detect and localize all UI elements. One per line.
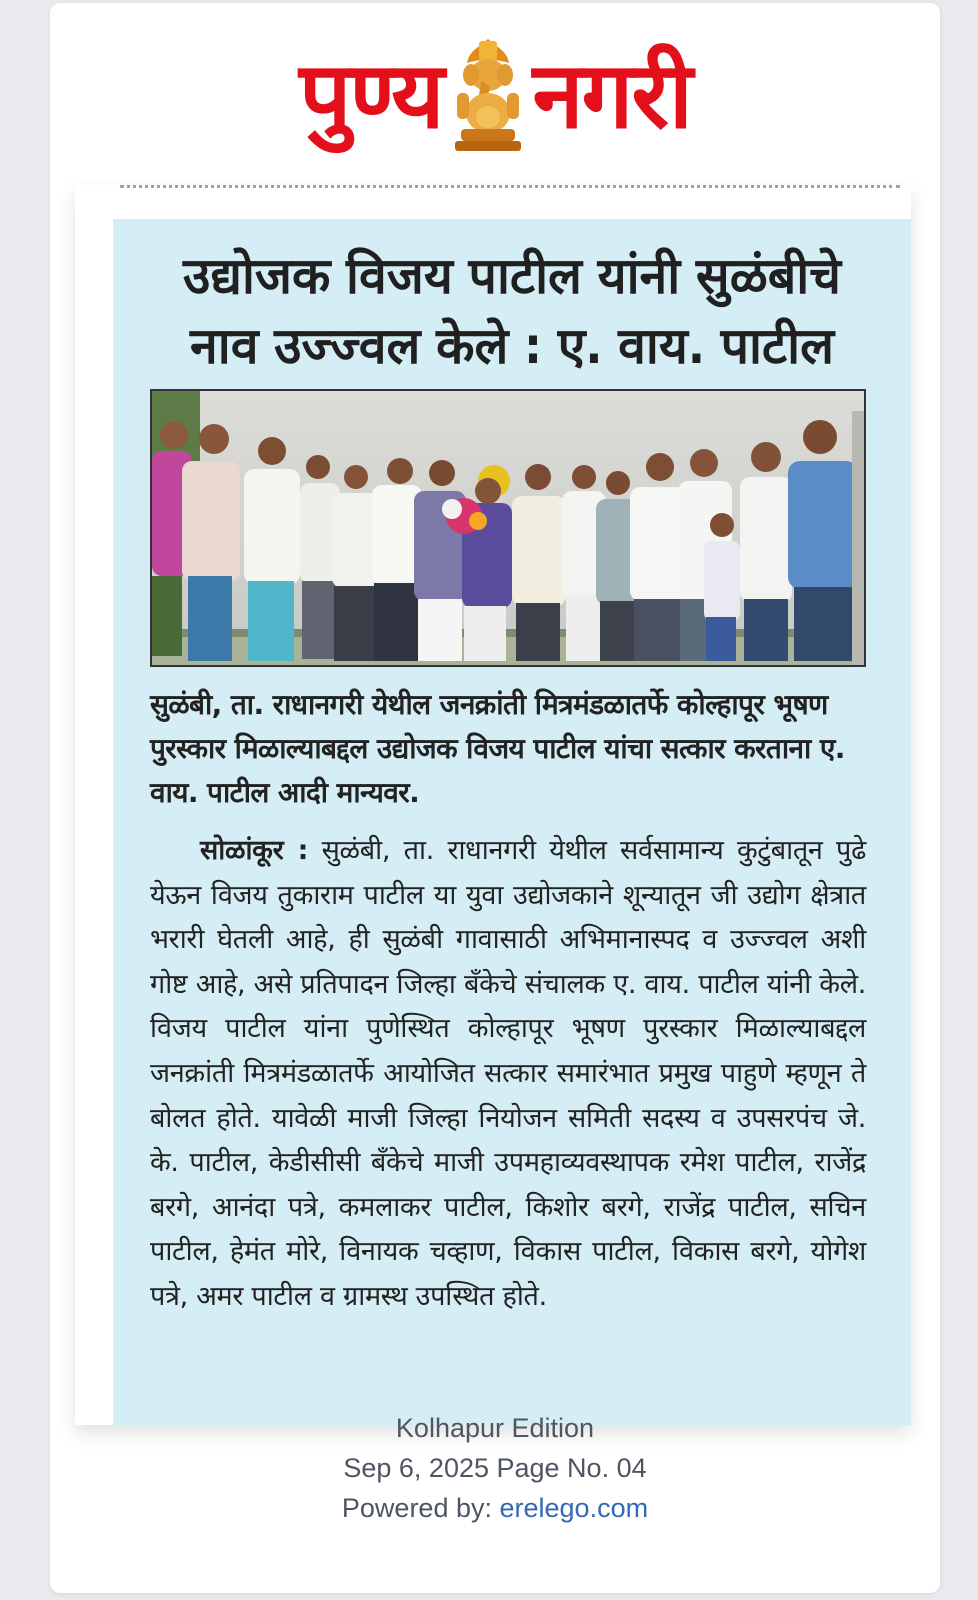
article-body-text: सुळंबी, ता. राधानगरी येथील सर्वसामान्य कुटुंबातून पुढे येऊन विजय तुकाराम पाटील या युवा उद्योजकाने शून्यातून जी उद्योग क्षेत्रात भरारी घेतली आहे, ही सुळंबी गावासाठी अभिमानास्पद व उज्ज्वल अशी गोष्ट आहे, असे प्रतिपादन जिल्हा बँकेचे संचालक ए. वाय. पाटील यांनी केले. विजय पाटील यांना पुणेस्थित कोल्हापूर भूषण पुरस्कार मिळाल्याबद्दल जनक्रांती मित्रमंडळातर्फे आयोजित सत्कार समारंभात प्रमुख पाहुणे म्हणून ते बोलत होते. यावेळी माजी जिल्हा नियोजन समिती सदस्य व उपसरपंच जे. के. पाटील, केडीसीसी बँकेचे माजी उपमहाव्यवस्थापक रमेश पाटील, राजेंद्र बरगे, आनंदा पत्रे, कमलाकर पाटील, किशोर बरगे, राजेंद्र पाटील, सचिन पाटील, हेमंत मोरे, विनायक चव्हाण, विकास पाटील, विकास बरगे, योगेश पत्रे, अमर पाटील व ग्रामस्थ उपस्थित होते. (150, 835, 866, 1312)
article-body (150, 829, 866, 1320)
powered-by-link[interactable]: erelego.com (499, 1493, 649, 1523)
edition-footer (50, 1408, 940, 1528)
article-photo (150, 389, 866, 667)
headline-line-1: उद्योजक विजय पाटील यांनी सुळंबीचे (183, 247, 841, 305)
article-headline (113, 241, 911, 381)
epaper-card (50, 3, 940, 1593)
masthead-word-right: नगरी (532, 42, 691, 149)
powered-by-label: Powered by: (341, 1493, 500, 1523)
powered-by (50, 1488, 940, 1528)
edition-name: Kolhapur Edition (395, 1413, 595, 1443)
ganesha-logo-icon (449, 37, 527, 155)
clipping-cut-edge (120, 185, 900, 200)
edition-date-page: Sep 6, 2025 Page No. 04 (343, 1453, 647, 1483)
masthead-word-left: पुण्य (299, 42, 443, 149)
article-box (113, 219, 911, 1425)
newspaper-clipping[interactable] (75, 185, 911, 1425)
group-photo-image (152, 391, 864, 665)
newspaper-masthead[interactable] (50, 21, 940, 171)
article-dateline: सोळांकूर : (200, 835, 309, 866)
headline-line-2: नाव उज्ज्वल केले : ए. वाय. पाटील (190, 317, 834, 375)
photo-caption: सुळंबी, ता. राधानगरी येथील जनक्रांती मित्रमंडळातर्फे कोल्हापूर भूषण पुरस्कार मिळाल्याबद्दल उद्योजक विजय पाटील यांचा सत्कार करताना ए. वाय. पाटील आदी मान्यवर. (150, 688, 845, 809)
